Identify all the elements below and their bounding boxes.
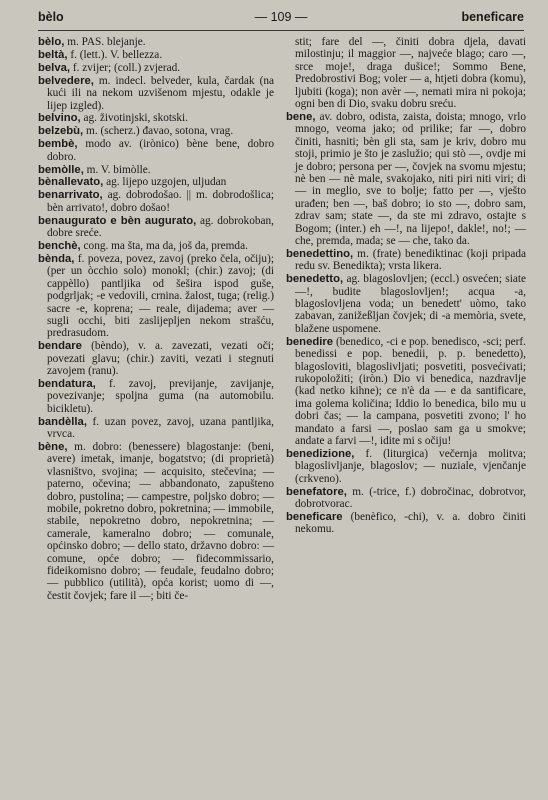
entry-headword: benedettino,	[286, 247, 354, 260]
dictionary-entry	[286, 248, 526, 273]
entry-headword: bèlo,	[38, 36, 65, 48]
dictionary-entry	[38, 36, 274, 48]
dictionary-entry	[38, 176, 274, 188]
entry-headword: bene,	[286, 110, 316, 123]
entry-headword: benedire	[286, 335, 334, 348]
header-right-guideword: beneficare	[461, 10, 524, 24]
entry-headword: benefatore,	[286, 485, 347, 498]
dictionary-entry	[38, 240, 274, 252]
entry-headword: bendare	[38, 340, 82, 353]
page-header	[38, 10, 524, 30]
entry-headword: bènallevato,	[38, 176, 104, 189]
entry-definition: ag. lijepo uzgojen, uljudan	[103, 176, 227, 189]
entry-headword: belva,	[38, 61, 71, 74]
dictionary-entry	[286, 448, 526, 485]
entry-definition: m. (-trice, f.) dobročinac, dobrotvor, dobrotvorac.	[295, 485, 526, 511]
dictionary-entry	[38, 49, 274, 61]
entry-definition: f. uzan povez, zavoj, uzana pantljika, vrvca.	[47, 415, 274, 441]
entry-headword: benarrivato,	[38, 189, 103, 202]
header-rule	[38, 30, 524, 31]
entry-headword: bendatura,	[38, 377, 96, 390]
entry-definition: m. PAS. blejanje.	[64, 36, 146, 48]
entry-definition: m. V. bimòlle.	[83, 163, 151, 176]
left-column	[38, 36, 274, 603]
entry-definition: f. (lett.). V. bellezza.	[67, 48, 163, 61]
dictionary-entry	[38, 340, 274, 377]
entry-definition: modo av. (irònico) bène bene, dobro dobro.	[47, 138, 274, 163]
entry-headword: belzebù,	[38, 125, 84, 138]
entry-definition: ag. životinjski, skotski.	[80, 112, 189, 125]
dictionary-entry	[38, 416, 274, 441]
entry-definition: (benedico, -ci e pop. benedisco, -sci; perf. benedissi e pop. benedii, p. p. benedetto), blagosloviti, blagoslivljati; posvetiti, posvećivati; rukopoložiti; (iròn.) Dio vi benedica, nazdravlje (kad netko kihne); ce n'è da — e da santificare, ima golema količina; Iddio lo benedica, bilo mu u dobri čas; — la campana, posvetiti zvono; l' ho mandato a farsi —, poslao sam ga u smokve; andate a farvi —!, idite mi s očiju!	[295, 335, 526, 447]
entry-definition: m. dobro: (benessere) blagostanje: (beni, avere) imetak, imanje, bogatstvo; (di proprietà) vlasništvo, svojina; — acquisito, stečevina; — paterno, očevina; — abbandonato, zapušteno dobro, pustolina; — campestre, poljsko dobro; — mobile, pokretno dobro, pokretnina; — immobile, stabile, nepokretno dobro, nepokretnina; — camerale, kameralno dobro; — comunale, općinsko dobro; — dello stato, državno dobro: — comune, opće dobro; — fidecommissario, fideikomisno dobro; — feudale, feudalno dobro; — pubblico (utilità), opća korist; uomo di —, čestit čovjek; fare il —; biti če-	[47, 441, 274, 602]
entry-headword: beltà,	[38, 48, 68, 61]
entry-headword: bène,	[38, 441, 68, 453]
dictionary-entry	[38, 138, 274, 163]
page-number: — 109 —	[254, 10, 308, 24]
entry-definition: ag. dobrokoban, dobre sreće.	[47, 214, 274, 240]
dictionary-entry	[286, 336, 526, 448]
dictionary-entry	[38, 215, 274, 240]
entry-headword: belvino,	[38, 112, 81, 125]
entry-definition: stit; fare del —, činiti dobra djela, davati milostinju; il maggior —, najveće blago; caro —, srce moje!, draga dušice!; Sommo Bene, Predobrostivi Bog; voler — a, htjeti dobra (komu), ljubiti (koga); non avèr —, nemati mira ni pokoja; ogni ben di Dio, svaku dobru sreću.	[295, 36, 526, 111]
entry-definition: av. dobro, odista, zaista, doista; mnogo, vrlo mnogo, veoma jako; od prilike; far —, dobro činiti, hasniti; bèn gli sta, sam je kriv, dobro mu stoji, primio je što je zaslužio; qui stò —, ovdje mi je dobro; persona per —, čovjek na svomu mjestu; nè ben — nè male, svakojako, niti piri niti viri; di — in meglio, sve to bolje; fatto per —, vješto urađen; ben —, baš dobro; io sto —, dobro sam, zdrav sam; state —, da ste mi zdravo, ostajte s Bogom; (inter.) eh —!, na lijepo!, dakle!, no!; — che, premda, mada; se — che, tako da.	[295, 110, 526, 247]
entry-definition: f. poveza, povez, zavoj (preko čela, očiju); (per un òcchio solo) monokl; (chir.) zavoj; (di cappèllo) pantljika od šešira ispod guše, podgrljak; -e vedovili, crnina. žalost, tuga; (relig.) sacre -e, koprena; — reale, dijadema; aver — sugli occhi, biti zaslijepljen nekom strašću, predrasudom.	[47, 252, 274, 340]
entry-headword: bènda,	[38, 252, 75, 265]
entry-definition: f. zavoj, previjanje, zavijanje, povezivanje; spoljna guma (na automobilu. bicikletu).	[47, 377, 274, 415]
dictionary-entry	[38, 378, 274, 415]
dictionary-entry	[38, 75, 274, 112]
entry-definition: f. (liturgica) večernja molitva; blagoslivljanje, blagoslov; — nuziale, vjenčanje (crkveno).	[295, 447, 526, 485]
dictionary-entry	[38, 62, 274, 74]
entry-definition: f. zvijer; (coll.) zvjerad.	[70, 61, 181, 74]
dictionary-entry	[38, 164, 274, 176]
dictionary-entry	[286, 111, 526, 247]
entry-definition: m. (scherz.) đavao, sotona, vrag.	[83, 125, 234, 138]
entry-definition: (bèndo), v. a. zavezati, vezati oči; povezati glavu; (chir.) zaviti, vezati i stegnuti zavojem (ranu).	[47, 340, 274, 378]
entry-headword: beneficare	[286, 510, 343, 523]
dictionary-entry	[286, 273, 526, 335]
dictionary-entry	[286, 511, 526, 536]
entry-definition: m. indecl. belveder, kula, čardak (na kući ili na nekom uzvišenom mjestu, odakle je lijep izgled).	[47, 74, 274, 112]
dictionary-entry	[286, 36, 526, 110]
dictionary-entry	[38, 112, 274, 124]
dictionary-entry	[286, 486, 526, 511]
header-left-guideword: bèlo	[38, 10, 64, 24]
entry-headword: benedetto,	[286, 273, 344, 286]
entry-definition: (benèfico, -chi), v. a. dobro činiti nekomu.	[295, 510, 526, 536]
entry-definition: ag. blagoslovljen; (eccl.) osvećen; siate —!, budite blagoslovljen!; acqua -a, blagoslovljena voda; un benedett' uòmo, tako zabavan, zanižeßljan čovjek; di -a memòria, svete, blažene uspomene.	[295, 273, 526, 335]
dictionary-entry	[38, 189, 274, 214]
entry-headword: belvedere,	[38, 74, 94, 87]
entry-headword: bandèlla,	[38, 415, 87, 428]
dictionary-entry	[38, 125, 274, 137]
dictionary-entry	[38, 253, 274, 340]
entry-headword: benchè,	[38, 240, 81, 252]
entry-headword: bemòlle,	[38, 163, 84, 176]
entry-headword: benaugurato e bèn augurato,	[38, 214, 197, 227]
right-column	[286, 36, 526, 536]
entry-definition: ag. dobrodošao. || m. dobrodošlica; bèn arrivato!, dobro došao!	[47, 189, 274, 214]
dictionary-entry	[38, 441, 274, 602]
entry-headword: benedizione,	[286, 447, 355, 460]
entry-headword: bembè,	[38, 138, 78, 151]
entry-definition: cong. ma šta, ma da, još da, premda.	[80, 240, 248, 252]
entry-definition: m. (frate) benediktinac (koji pripada redu sv. Benedikta); vrsta likera.	[295, 247, 526, 273]
